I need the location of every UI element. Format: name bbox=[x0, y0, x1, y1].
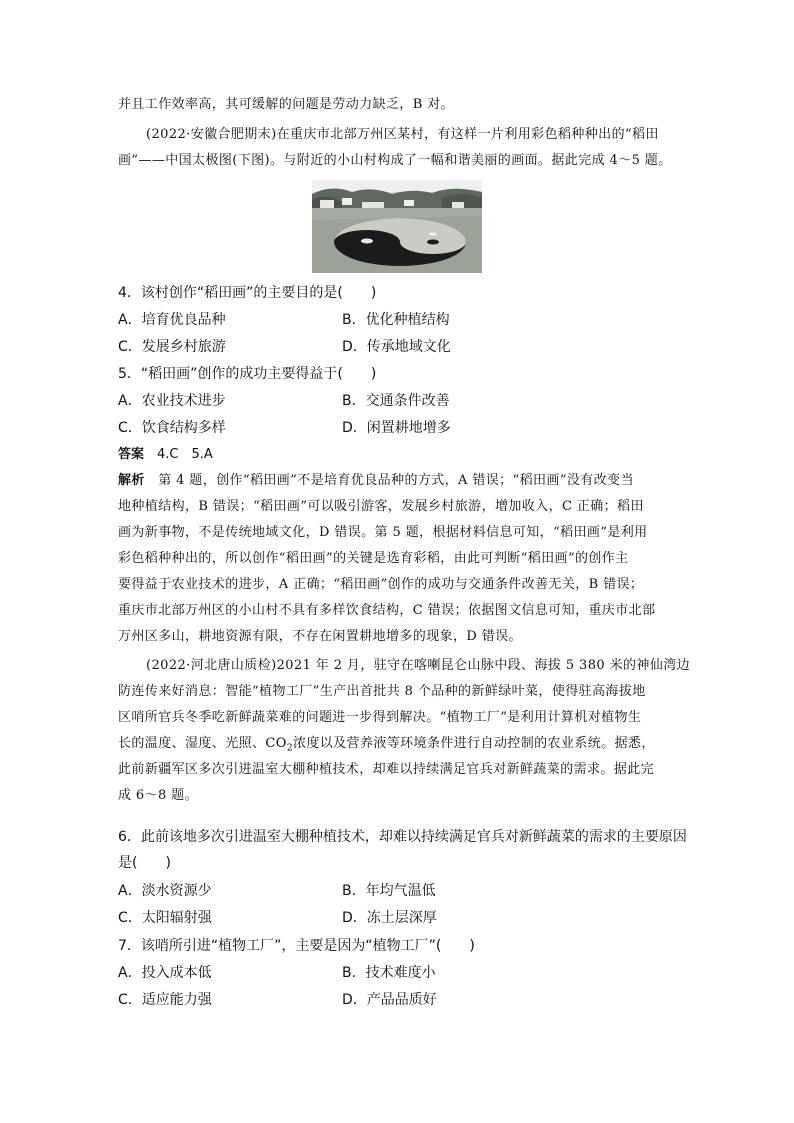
q7-option-d[interactable]: D．产品品质好 bbox=[342, 992, 437, 1008]
passage2-line1: (2022·河北唐山质检)2021 年 2 月，驻守在喀喇昆仑山脉中段、海拔 5 380 米的神仙湾边 bbox=[146, 658, 690, 673]
answer-label: 答案 bbox=[118, 447, 145, 462]
passage2-line2: 防连传来好消息：智能“植物工厂”生产出首批共 8 个品种的新鲜绿叶菜，使得驻高海拔地 bbox=[118, 684, 646, 699]
intro-tail: 并且工作效率高，其可缓解的问题是劳动力缺乏，B 对。 bbox=[118, 97, 455, 112]
analysis-line-1: 解析 第 4 题，创作“稻田画”不是培育优良品种的方式，A 错误；“稻田画”没有改变当 bbox=[118, 473, 634, 488]
passage2-line3: 区哨所官兵冬季吃新鲜蔬菜难的问题进一步得到解决。“植物工厂”是利用计算机对植物生 bbox=[118, 710, 642, 725]
q6-option-d[interactable]: D．冻土层深厚 bbox=[342, 910, 437, 926]
passage1-line2: 画”——中国太极图(下图)。与附近的小山村构成了一幅和谐美丽的画面。据此完成 4～5 题。 bbox=[118, 153, 672, 168]
passage2-line6: 成 6～8 题。 bbox=[118, 788, 199, 803]
q5-option-d[interactable]: D．闲置耕地增多 bbox=[342, 420, 451, 436]
q7-option-c[interactable]: C．适应能力强 bbox=[118, 992, 212, 1008]
q4-option-c[interactable]: C．发展乡村旅游 bbox=[118, 339, 226, 355]
question-7-stem: 7．该哨所引进“植物工厂”，主要是因为“植物工厂”( ) bbox=[118, 938, 475, 954]
q4-option-b[interactable]: B．优化种植结构 bbox=[342, 312, 450, 328]
question-6-stem-line2: 是( ) bbox=[118, 855, 171, 871]
analysis-line-7: 万州区多山，耕地资源有限，不存在闲置耕地增多的现象，D 错误。 bbox=[118, 629, 522, 644]
q5-option-c[interactable]: C．饮食结构多样 bbox=[118, 420, 226, 436]
q4-option-d[interactable]: D．传承地域文化 bbox=[342, 339, 451, 355]
passage2-line4: 长的温度、湿度、光照、$CO_2$浓度以及营养液等环境条件进行自动控制的农业系统。据悉， bbox=[118, 736, 655, 754]
q5-option-b[interactable]: B．交通条件改善 bbox=[342, 393, 450, 409]
answer-line bbox=[118, 445, 678, 465]
question-5-stem: 5．“稻田画”创作的成功主要得益于( ) bbox=[118, 366, 377, 382]
analysis-line-5: 要得益于农业技术的进步，A 正确；“稻田画”创作的成功与交通条件改善无关，B 错误； bbox=[118, 577, 644, 592]
analysis-line-6: 重庆市北部万州区的小山村不具有多样饮食结构，C 错误；依据图文信息可知，重庆市北部 bbox=[118, 603, 656, 618]
answer-value: 4.C 5.A bbox=[157, 447, 213, 462]
q6-option-c[interactable]: C．太阳辐射强 bbox=[118, 910, 212, 926]
passage1-line1-text: 在重庆市北部万州区某村，有这样一片利用彩色稻种种出的“稻田 bbox=[276, 127, 659, 142]
question-6-stem-line1: 6．此前该地多次引进温室大棚种植技术，却难以持续满足官兵对新鲜蔬菜的需求的主要原因 bbox=[118, 829, 687, 845]
analysis-line-2: 地种植结构，B 错误；“稻田画”可以吸引游客，发展乡村旅游，增加收入，C 正确；稻田 bbox=[118, 499, 644, 514]
passage2-line5: 此前新疆军区多次引进温室大棚种植技术，却难以持续满足官兵对新鲜蔬菜的需求。据此完 bbox=[118, 762, 655, 777]
q4-option-a[interactable]: A．培育优良品种 bbox=[118, 312, 226, 328]
rice-field-photo bbox=[312, 180, 482, 273]
rice-field-taiji-image bbox=[312, 180, 482, 273]
q5-option-a[interactable]: A．农业技术进步 bbox=[118, 393, 226, 409]
q7-option-b[interactable]: B．技术难度小 bbox=[342, 965, 436, 981]
analysis-label: 解析 bbox=[118, 473, 145, 488]
q6-option-b[interactable]: B．年均气温低 bbox=[342, 883, 436, 899]
passage1-source: (2022·安徽合肥期末) bbox=[146, 127, 277, 142]
question-4-stem: 4．该村创作“稻田画”的主要目的是( ) bbox=[118, 285, 377, 301]
q7-option-a[interactable]: A．投入成本低 bbox=[118, 965, 212, 981]
q6-option-a[interactable]: A．淡水资源少 bbox=[118, 883, 212, 899]
passage2-source: (2022·河北唐山质检) bbox=[146, 658, 277, 673]
passage1-line1 bbox=[146, 125, 706, 145]
analysis-line-3: 画为新事物，不是传统地域文化，D 错误。第 5 题，根据材料信息可知，“稻田画”是利用 bbox=[118, 525, 648, 540]
analysis-line-4: 彩色稻种种出的，所以创作“稻田画”的关键是选育彩稻，由此可判断“稻田画”的创作主 bbox=[118, 551, 629, 566]
